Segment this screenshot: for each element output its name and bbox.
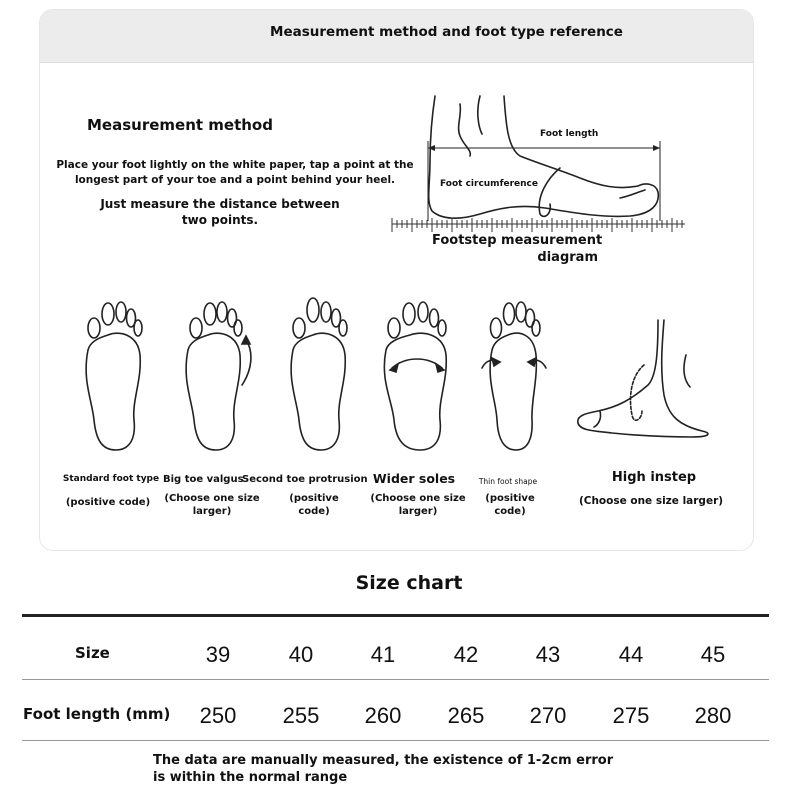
table-middle-rule [22, 679, 769, 680]
foot-type-note-high-instep: (Choose one size larger) [578, 495, 724, 507]
foot-type-note-big-toe: (Choose one size larger) [164, 493, 260, 517]
size-cell: 39 [205, 642, 231, 667]
length-cell: 250 [199, 703, 237, 728]
foot-type-name-big-toe: Big toe valgus [163, 474, 244, 485]
size-cell: 45 [700, 642, 726, 667]
size-cell: 43 [535, 642, 561, 667]
measurement-instruction-2: Just measure the distance between two points. [100, 197, 340, 227]
table-top-rule [22, 614, 769, 617]
length-cell: 255 [282, 703, 320, 728]
foot-type-note-standard: (positive code) [65, 497, 151, 508]
foot-type-note-wider-soles: (Choose one size larger) [370, 493, 466, 517]
foot-length-row-label: Foot length (mm) [23, 705, 171, 723]
length-cell: 275 [612, 703, 650, 728]
ruler [392, 218, 685, 232]
foot-type-name-thin: Thin foot shape [478, 477, 538, 486]
foot-length-label: Foot length [540, 129, 599, 139]
measurement-instruction: Place your foot lightly on the white paper, tap a point at the longest part of your toe and a point behind your heel. [56, 159, 414, 186]
high-instep-icon [578, 320, 708, 437]
foot-type-illustrations [60, 290, 740, 460]
size-cell: 42 [453, 642, 479, 667]
foot-type-note-second-toe: (positive code) [289, 493, 339, 517]
foot-circumference-label: Foot circumference [440, 179, 538, 189]
size-cell: 40 [288, 642, 314, 667]
foot-measurement-diagram [380, 86, 690, 236]
length-cell: 270 [529, 703, 567, 728]
thin-foot-shape-icon [482, 302, 546, 450]
card-header [40, 10, 753, 63]
footnote: The data are manually measured, the existence of 1-2cm error is within the normal range [153, 753, 614, 785]
foot-type-name-high-instep: High instep [611, 470, 697, 485]
length-cell: 280 [694, 703, 732, 728]
card-title: Measurement method and foot type reference [270, 24, 623, 40]
measurement-method-title: Measurement method [87, 116, 273, 134]
length-cell: 260 [364, 703, 402, 728]
wider-soles-icon [384, 302, 446, 450]
diagram-caption [420, 232, 620, 266]
foot-type-name-wider-soles: Wider soles [372, 471, 456, 486]
table-bottom-rule [22, 740, 769, 741]
size-cell: 41 [370, 642, 396, 667]
size-row-label: Size [75, 644, 110, 662]
second-toe-protrusion-icon [291, 298, 347, 450]
big-toe-valgus-icon [186, 302, 251, 450]
length-cell: 265 [447, 703, 485, 728]
foot-type-note-thin: (positive code) [485, 493, 535, 517]
standard-foot-icon [86, 302, 142, 450]
size-cell: 44 [618, 642, 644, 667]
foot-type-name-second-toe: Second toe protrusion [242, 474, 368, 485]
diagram-caption-line1: Footstep measurement [432, 233, 603, 248]
size-chart-title: Size chart [355, 572, 463, 594]
diagram-caption-line2: diagram [537, 250, 598, 265]
foot-type-name-standard: Standard foot type [62, 474, 160, 484]
